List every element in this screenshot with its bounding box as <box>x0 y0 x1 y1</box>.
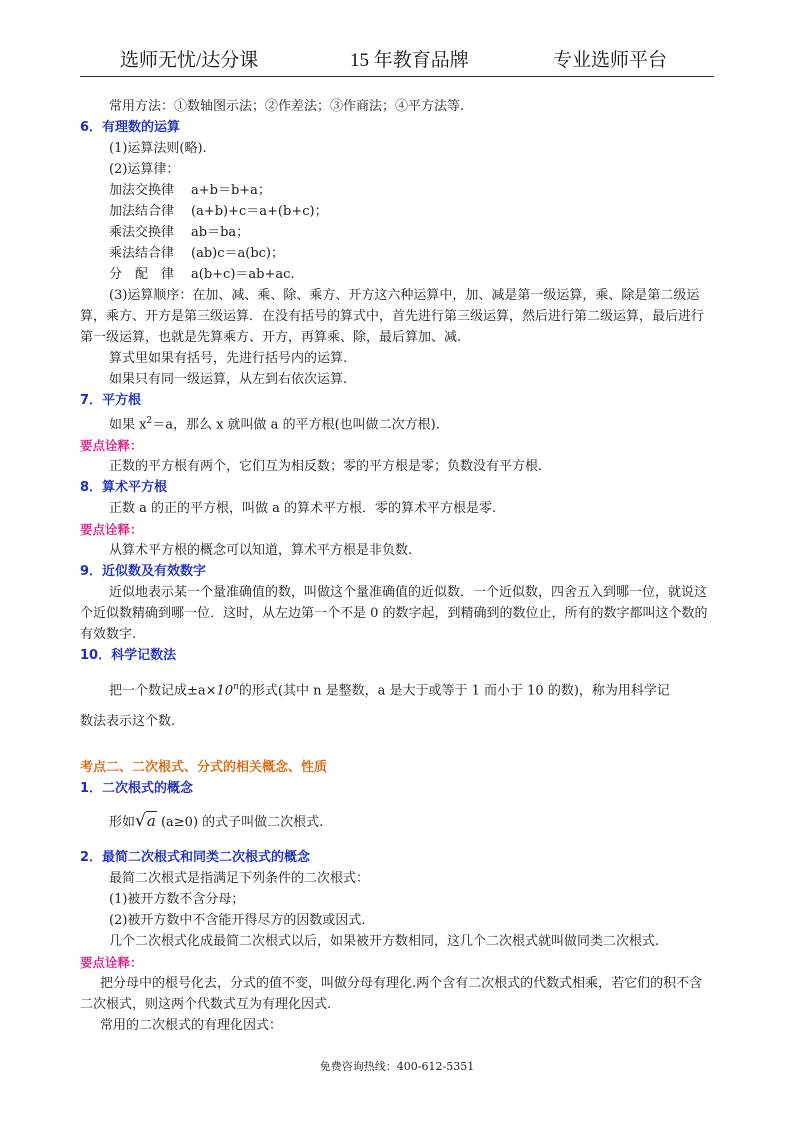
condition-2: (2)被开方数中不含能开得尽方的因数或因式. <box>109 912 366 928</box>
key-point-label: 要点诠释： <box>80 522 143 538</box>
parenthesis-rule: 算式里如果有括号，先进行括号内的运算. <box>109 351 348 366</box>
radical-definition: 形如√a (a≥0) 的式子叫做二次根式. <box>109 810 324 831</box>
same-level-rule: 如果只有同一级运算，从左到右依次运算. <box>109 372 348 387</box>
section-6-title: 6．有理数的运算 <box>80 120 181 135</box>
rationalizing-factors-intro: 常用的二次根式的有理化因式： <box>100 1017 283 1033</box>
rule-1: (1)运算法则(略). <box>109 141 207 156</box>
header-brand: 选师无忧/达分课 <box>120 50 259 71</box>
law-row: 加法交换律 a+b＝b+a； <box>109 183 271 198</box>
header-platform: 专业选师平台 <box>553 50 668 71</box>
arith-root-definition: 正数 a 的正的平方根，叫做 a 的算术平方根．零的算术平方根是零. <box>109 501 497 517</box>
section-8-title: 8．算术平方根 <box>80 480 168 496</box>
compare-methods: 常用方法：①数轴图示法；②作差法；③作商法；④平方法等. <box>109 99 465 114</box>
header-slogan: 15 年教育品牌 <box>350 50 469 71</box>
condition-1: (1)被开方数不含分母； <box>109 891 245 907</box>
law-row: 乘法交换律 ab＝ba； <box>109 225 250 240</box>
arith-root-note: 从算术平方根的概念可以知道，算术平方根是非负数. <box>109 543 413 559</box>
operation-order: (3)运算顺序：在加、减、乘、除、乘方、开方这六种运算中，加、减是第一级运算，乘、除是第二级运算，乘方、开方是第三级运算．在没有括号的算式中，首先进行第三级运算，然后进行第二级运算，最后进行第一级运算，也就是先算乘方、开方，再算乘、除，最后算加、减. <box>80 288 705 345</box>
sci-notation-definition: 把一个数记成$\pm a\times 10^n$的形式(其中 n 是整数，a 是大于或等于 1 而小于 10 的数)，称为用科学记 <box>109 682 670 699</box>
approx-definition: 近似地表示某一个量准确值的数，叫做这个量准确值的近似数．一个近似数，四舍五入到哪一位，就说这个近似数精确到哪一位．这时，从左边第一个不是 0 的数字起，到精确到的数位止，所有的数字都叫这个数的有效数字. <box>80 585 708 643</box>
same-type-radical-definition: 几个二次根式化成最简二次根式以后，如果被开方数相同，这几个二次根式就叫做同类二次根式. <box>109 933 660 949</box>
sci-notation-continued: 数法表示这个数. <box>80 713 176 729</box>
sqrt-icon: √a <box>135 810 156 831</box>
square-root-note: 正数的平方根有两个，它们互为相反数；零的平方根是零；负数没有平方根. <box>109 459 543 475</box>
page-header <box>80 48 714 77</box>
subsection-1-title: 1．二次根式的概念 <box>80 780 194 796</box>
document-body <box>80 96 714 1036</box>
topic-2-title: 考点二、二次根式、分式的相关概念、性质 <box>80 759 328 775</box>
rationalization-note: 把分母中的根号化去，分式的值不变，叫做分母有理化.两个含有二次根式的代数式相乘，若它们的积不含二次根式，则这两个代数式互为有理化因式. <box>80 975 703 1012</box>
law-row: 分 配 律 a(b+c)＝ab+ac. <box>109 267 295 282</box>
law-row: 乘法结合律 (ab)c＝a(bc)； <box>109 246 284 261</box>
key-point-label: 要点诠释： <box>80 438 143 454</box>
footer-hotline: 免费咨询热线：400-612-5351 <box>319 1060 475 1073</box>
law-row: 加法结合律 (a+b)+c＝a+(b+c)； <box>109 204 328 219</box>
section-9-title: 9．近似数及有效数字 <box>80 564 207 580</box>
subsection-2-title: 2．最简二次根式和同类二次根式的概念 <box>80 849 311 865</box>
square-root-definition: 如果 $x^2=a$，那么 x 就叫做 a 的平方根(也叫做二次方根). <box>109 416 440 433</box>
key-point-label: 要点诠释： <box>80 954 143 970</box>
section-10-title: 10．科学记数法 <box>80 648 177 664</box>
simplest-radical-intro: 最简二次根式是指满足下列条件的二次根式： <box>109 870 370 886</box>
section-7-title: 7．平方根 <box>80 393 142 408</box>
rule-2: (2)运算律： <box>109 162 180 177</box>
